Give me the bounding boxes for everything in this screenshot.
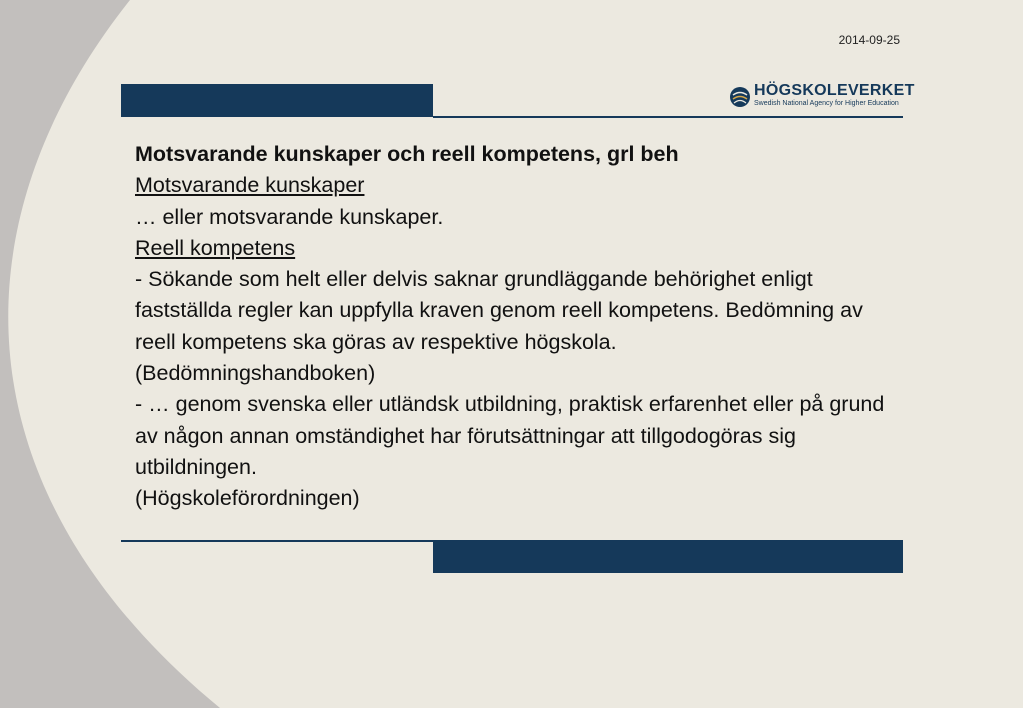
header-rule: [433, 116, 903, 118]
slide-title: Motsvarande kunskaper och reell kompetens, grl beh: [135, 142, 679, 166]
slide-date: 2014-09-25: [838, 33, 900, 47]
agency-logo: [729, 82, 915, 114]
section-heading-reell: Reell kompetens: [135, 235, 296, 260]
header-bar: [121, 84, 433, 117]
reell-source-1: (Bedömningshandboken): [135, 361, 376, 386]
section-text-motsvarande: … eller motsvarande kunskaper.: [135, 204, 444, 229]
footer-bar: [433, 540, 903, 573]
section-heading-motsvarande: Motsvarande kunskaper: [135, 173, 365, 198]
reell-source-2: (Högskoleförordningen): [135, 486, 360, 511]
logo-name: HÖGSKOLEVERKET: [754, 82, 915, 99]
reell-paragraph-2: - … genom svenska eller utländsk utbildning, praktisk erfarenhet eller på grund av någon annan omständighet har förutsättningar att tillgodogöras sig utbildningen.: [135, 392, 885, 479]
logo-tagline: Swedish National Agency for Higher Education: [754, 100, 899, 107]
slide-body: [135, 139, 905, 515]
footer-rule: [121, 540, 433, 542]
reell-paragraph-1: - Sökande som helt eller delvis saknar grundläggande behörighet enligt fastställda regler kan uppfylla kraven genom reell kompetens. Bedömning av reell kompetens ska göras av respektive högskola.: [135, 267, 863, 354]
logo-emblem-icon: [729, 84, 751, 110]
